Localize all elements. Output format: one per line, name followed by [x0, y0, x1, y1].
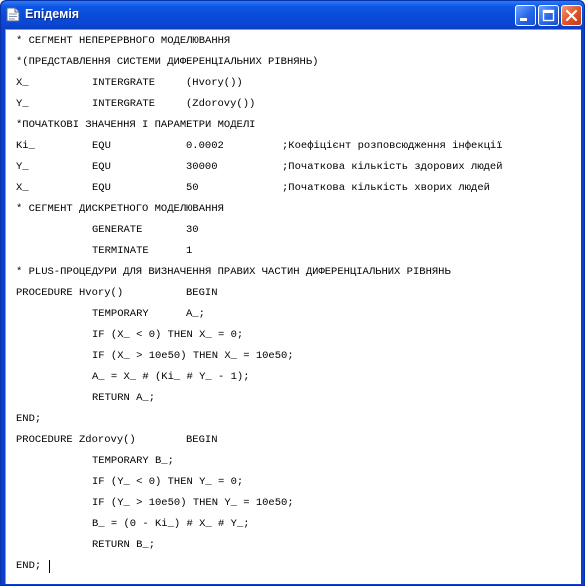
document-icon — [6, 7, 20, 22]
code-token: 0.0002 — [186, 140, 224, 152]
code-token: RETURN A_; — [92, 392, 156, 404]
code-token: Y_ — [16, 98, 29, 110]
code-token: INTERGRATE — [92, 98, 156, 110]
code-token: IF (Y_ > 10e50) THEN Y_ = 10e50; — [92, 497, 294, 509]
minimize-icon — [516, 6, 535, 25]
code-token: *ПОЧАТКОВІ ЗНАЧЕННЯ І ПАРАМЕТРИ МОДЕЛІ — [16, 119, 256, 131]
code-token: 30 — [186, 224, 199, 236]
code-token: BEGIN — [186, 434, 218, 446]
code-token: IF (X_ < 0) THEN X_ = 0; — [92, 329, 244, 341]
window-title: Епідемія — [25, 7, 80, 21]
maximize-icon — [539, 6, 558, 25]
code-token: END; — [16, 560, 42, 572]
code-token: 50 — [186, 182, 199, 194]
code-token: BEGIN — [186, 287, 218, 299]
code-token: B_ = (0 - Ki_) # X_ # Y_; — [92, 518, 250, 530]
editor-area[interactable] — [5, 29, 581, 584]
close-icon — [562, 6, 581, 25]
code-token: A_ = X_ # (Ki_ # Y_ - 1); — [92, 371, 250, 383]
code-token: Y_ — [16, 161, 29, 173]
code-token: EQU — [92, 140, 111, 152]
code-token: X_ — [16, 77, 29, 89]
text-caret — [49, 560, 50, 573]
maximize-button[interactable] — [538, 5, 559, 26]
code-editor[interactable] — [6, 30, 581, 584]
code-token: END; — [16, 413, 42, 425]
code-token: ;Початкова кількість здорових людей — [282, 161, 503, 173]
code-token: TEMPORARY B_; — [92, 455, 174, 467]
code-token: ;Коефіцієнт розповсюдження інфекції — [282, 140, 503, 152]
code-token: IF (Y_ < 0) THEN Y_ = 0; — [92, 476, 244, 488]
code-token: (Zdorovy()) — [186, 98, 256, 110]
code-token: EQU — [92, 161, 111, 173]
code-token: IF (X_ > 10e50) THEN X_ = 10e50; — [92, 350, 294, 362]
title-bar[interactable] — [1, 1, 584, 29]
code-token: * СЕГМЕНТ ДИСКРЕТНОГО МОДЕЛЮВАННЯ — [16, 203, 224, 215]
code-token: ;Початкова кількість хворих людей — [282, 182, 490, 194]
code-token: *(ПРЕДСТАВЛЕННЯ СИСТЕМИ ДИФЕРЕНЦІАЛЬНИХ РІВНЯНЬ) — [16, 56, 319, 68]
close-button[interactable] — [561, 5, 582, 26]
code-token: GENERATE — [92, 224, 143, 236]
code-token: 30000 — [186, 161, 218, 173]
code-token: * PLUS-ПРОЦЕДУРИ ДЛЯ ВИЗНАЧЕННЯ ПРАВИХ ЧАСТИН ДИФЕРЕНЦІАЛЬНИХ РІВНЯНЬ — [16, 266, 451, 278]
code-token: RETURN B_; — [92, 539, 156, 551]
code-token: PROCEDURE Zdorovy() — [16, 434, 136, 446]
code-token: TEMPORARY — [92, 308, 149, 320]
code-token: PROCEDURE Hvory() — [16, 287, 124, 299]
code-token: INTERGRATE — [92, 77, 156, 89]
code-token: (Hvory()) — [186, 77, 243, 89]
code-token: 1 — [186, 245, 193, 257]
code-token: A_; — [186, 308, 205, 320]
code-token: EQU — [92, 182, 111, 194]
code-token: Ki_ — [16, 140, 35, 152]
minimize-button[interactable] — [515, 5, 536, 26]
code-token: * СЕГМЕНТ НЕПЕРЕРВНОГО МОДЕЛЮВАННЯ — [16, 35, 231, 47]
code-token: TERMINATE — [92, 245, 149, 257]
code-token: X_ — [16, 182, 29, 194]
